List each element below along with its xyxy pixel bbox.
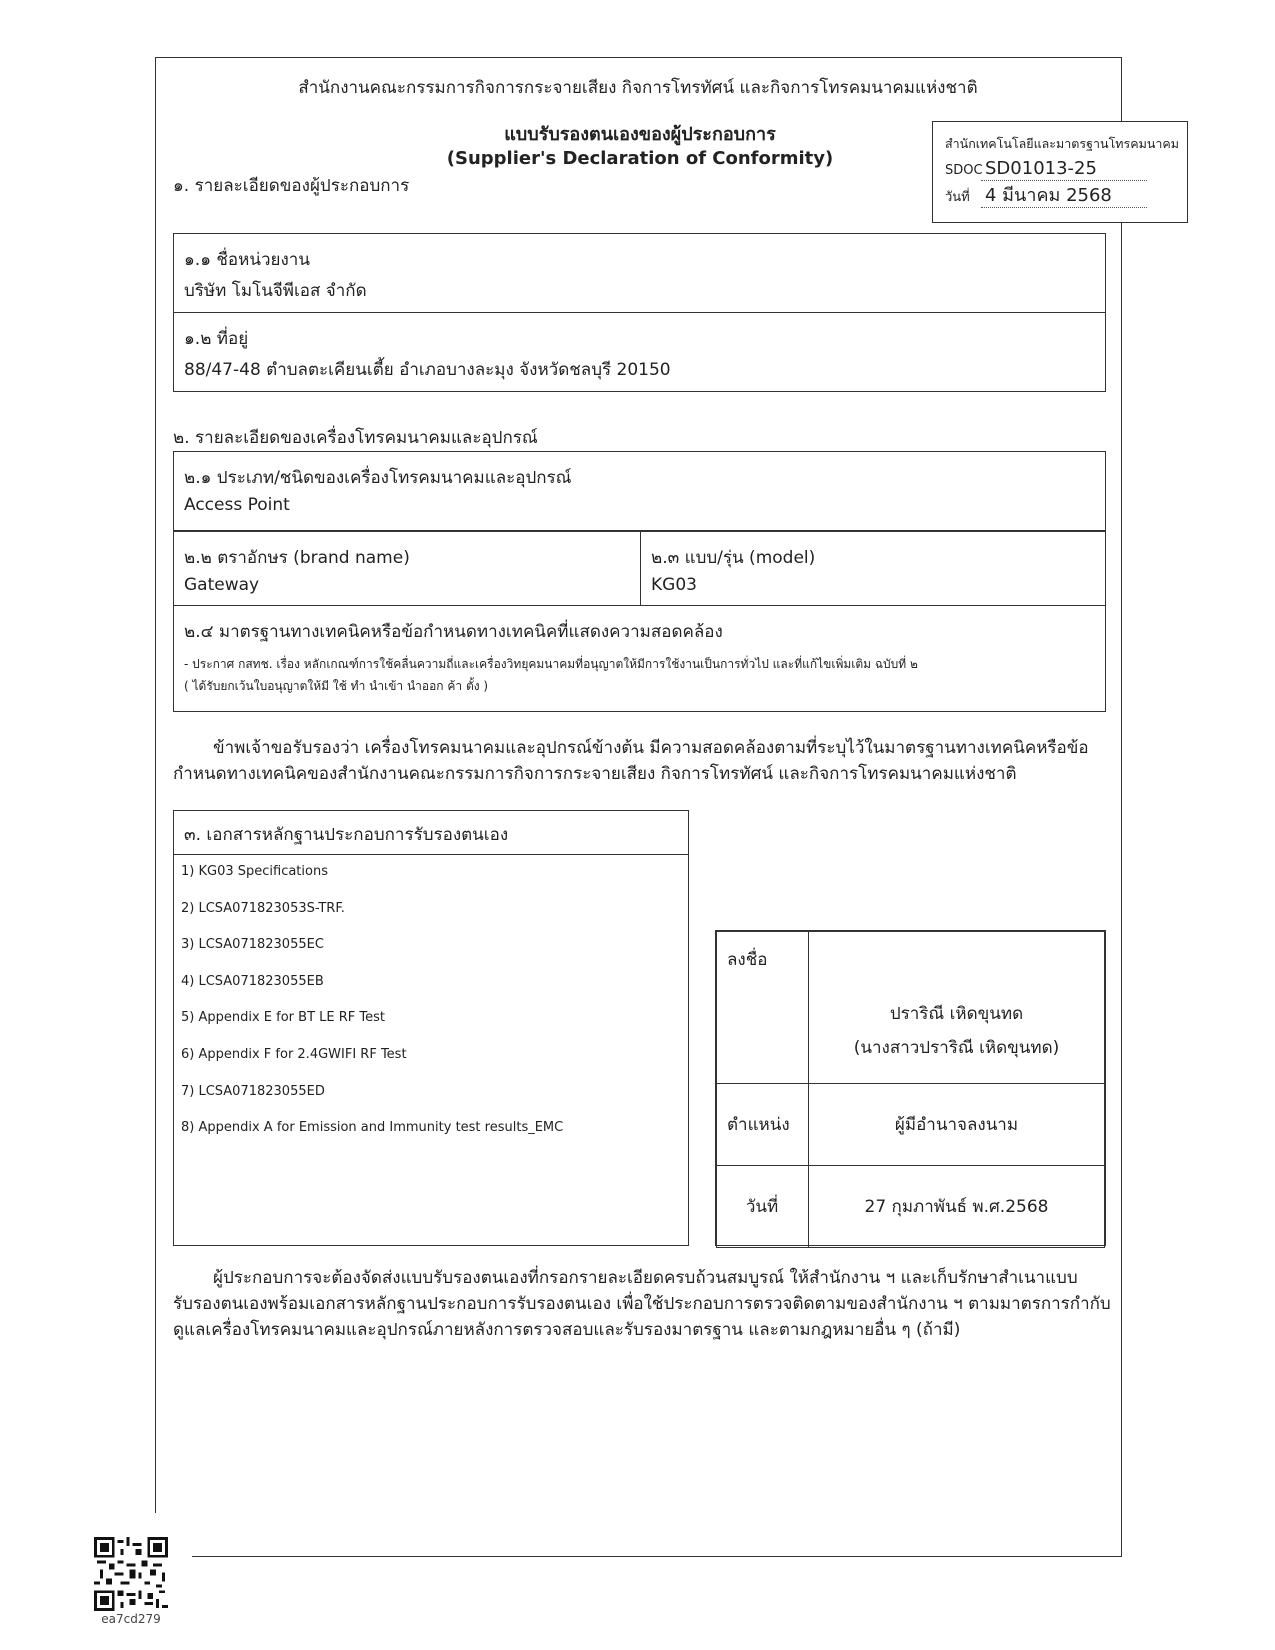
document-item: 1) KG03 Specifications	[181, 864, 328, 879]
address-label: ๑.๒ ที่อยู่	[184, 329, 249, 349]
document-list	[174, 855, 688, 1156]
section1-heading: ๑. รายละเอียดของผู้ประกอบการ	[173, 176, 410, 196]
model-box	[640, 530, 1106, 606]
address-box	[173, 312, 1106, 392]
position-value: ผู้มีอำนาจลงนาม	[809, 1084, 1105, 1166]
section2-heading: ๒. รายละเอียดของเครื่องโทรคมนาคมและอุปกรณ์	[173, 428, 538, 448]
position-label: ตำแหน่ง	[717, 1084, 809, 1166]
page-frame-bottom	[192, 1556, 1122, 1557]
brand-box	[173, 530, 641, 606]
footer-note-text: ผู้ประกอบการจะต้องจัดส่งแบบรับรองตนเองที่กรอกรายละเอียดครบถ้วนสมบูรณ์ ให้สำนักงาน ฯ และเก็บรักษาสำเนาแบบรับรองตนเองพร้อมเอกสารหลักฐานประกอบการรับรองตนเอง เพื่อใช้ประกอบการตรวจติดตามของสำนักงาน ฯ ตามมาตรการกำกับดูแลเครื่องโทรคมนาคมและอุปกรณ์ภายหลังการตรวจสอบและรับรองมาตรฐาน และตามกฎหมายอื่น ๆ (ถ้ามี)	[173, 1268, 1111, 1340]
equipment-type-value: Access Point	[184, 495, 290, 515]
standard-line-1: - ประกาศ กสทช. เรื่อง หลักเกณฑ์การใช้คลื่นความถี่และเครื่องวิทยุคมนาคมที่อนุญาตให้มีการใช้งานเป็นการทั่วไป และที่แก้ไขเพิ่มเติม ฉบับที่ ๒	[184, 657, 918, 671]
standard-line-2: ( ได้รับยกเว้นใบอนุญาตให้มี ใช้ ทำ นำเข้า นำออก ค้า ตั้ง )	[184, 679, 489, 693]
document-item: 4) LCSA071823055EB	[181, 973, 324, 989]
document-item: 2) LCSA071823053S-TRF.	[181, 900, 345, 916]
standard-box	[173, 605, 1106, 712]
sdoc-number: SD01013-25	[981, 158, 1147, 181]
qr-code-text: ea7cd279	[101, 1612, 161, 1626]
sdoc-label: SDOC	[945, 163, 983, 178]
declaration-text: ข้าพเจ้าขอรับรองว่า เครื่องโทรคมนาคมและอุปกรณ์ข้างต้น มีความสอดคล้องตามที่ระบุไว้ในมาตรฐานทางเทคนิคหรือข้อกำหนดทางเทคนิคของสำนักงานคณะกรรมการกิจการกระจายเสียง กิจการโทรทัศน์ และกิจการโทรคมนาคมแห่งชาติ	[173, 738, 1089, 784]
document-item: 5) Appendix E for BT LE RF Test	[181, 1010, 385, 1026]
registration-stamp	[932, 121, 1188, 223]
stamp-date-value: 4 มีนาคม 2568	[981, 185, 1147, 208]
declaration-paragraph	[173, 735, 1106, 787]
page-frame-right	[1121, 57, 1122, 1557]
stamp-date-label: วันที่	[945, 190, 970, 205]
title-thai: แบบรับรองตนเองของผู้ประกอบการ	[504, 124, 776, 145]
title-english: (Supplier's Declaration of Conformity)	[446, 148, 834, 169]
equipment-type-label: ๒.๑ ประเภท/ชนิดของเครื่องโทรคมนาคมและอุปกรณ์	[184, 468, 572, 488]
stamp-office: สำนักเทคโนโลยีและมาตรฐานโทรคมนาคม	[945, 136, 1180, 151]
brand-label: ๒.๒ ตราอักษร (brand name)	[184, 548, 410, 568]
address-value: 88/47-48 ตำบลตะเคียนเตี้ย อำเภอบางละมุง จังหวัดชลบุรี 20150	[184, 360, 671, 380]
qr-code-icon	[94, 1537, 168, 1611]
equipment-type-box	[173, 451, 1106, 531]
section3-heading: ๓. เอกสารหลักฐานประกอบการรับรองตนเอง	[174, 811, 688, 855]
page-frame-left	[155, 57, 156, 1513]
organization-value: บริษัท โมโนจีพีเอส จำกัด	[184, 281, 367, 301]
agency-name: สำนักงานคณะกรรมการกิจการกระจายเสียง กิจการโทรทัศน์ และกิจการโทรคมนาคมแห่งชาติ	[298, 78, 978, 98]
document-item: 6) Appendix F for 2.4GWIFI RF Test	[181, 1046, 407, 1062]
page-frame-top	[155, 57, 1121, 58]
model-value: KG03	[651, 575, 697, 595]
footer-note	[173, 1265, 1113, 1343]
sign-date-label: วันที่	[717, 1166, 809, 1248]
signer-full-name: (นางสาวปราริณี เหิดขุนทด)	[853, 1038, 1060, 1058]
evidence-documents-box	[173, 810, 689, 1246]
document-item: 7) LCSA071823055ED	[181, 1083, 325, 1099]
standard-label: ๒.๔ มาตรฐานทางเทคนิคหรือข้อกำหนดทางเทคนิคที่แสดงความสอดคล้อง	[184, 622, 723, 642]
organization-box	[173, 233, 1106, 313]
brand-value: Gateway	[184, 575, 260, 595]
organization-label: ๑.๑ ชื่อหน่วยงาน	[184, 250, 310, 270]
document-title	[380, 123, 900, 171]
sign-date-value: 27 กุมภาพันธ์ พ.ศ.2568	[809, 1166, 1105, 1248]
model-label: ๒.๓ แบบ/รุ่น (model)	[651, 548, 816, 568]
sign-label: ลงชื่อ	[717, 932, 809, 1084]
signature-table	[715, 930, 1106, 1246]
signer-name: ปราริณี เหิดขุนทด	[889, 1004, 1024, 1024]
document-item: 3) LCSA071823055EC	[181, 937, 324, 953]
document-item: 8) Appendix A for Emission and Immunity test results_EMC	[181, 1120, 564, 1136]
